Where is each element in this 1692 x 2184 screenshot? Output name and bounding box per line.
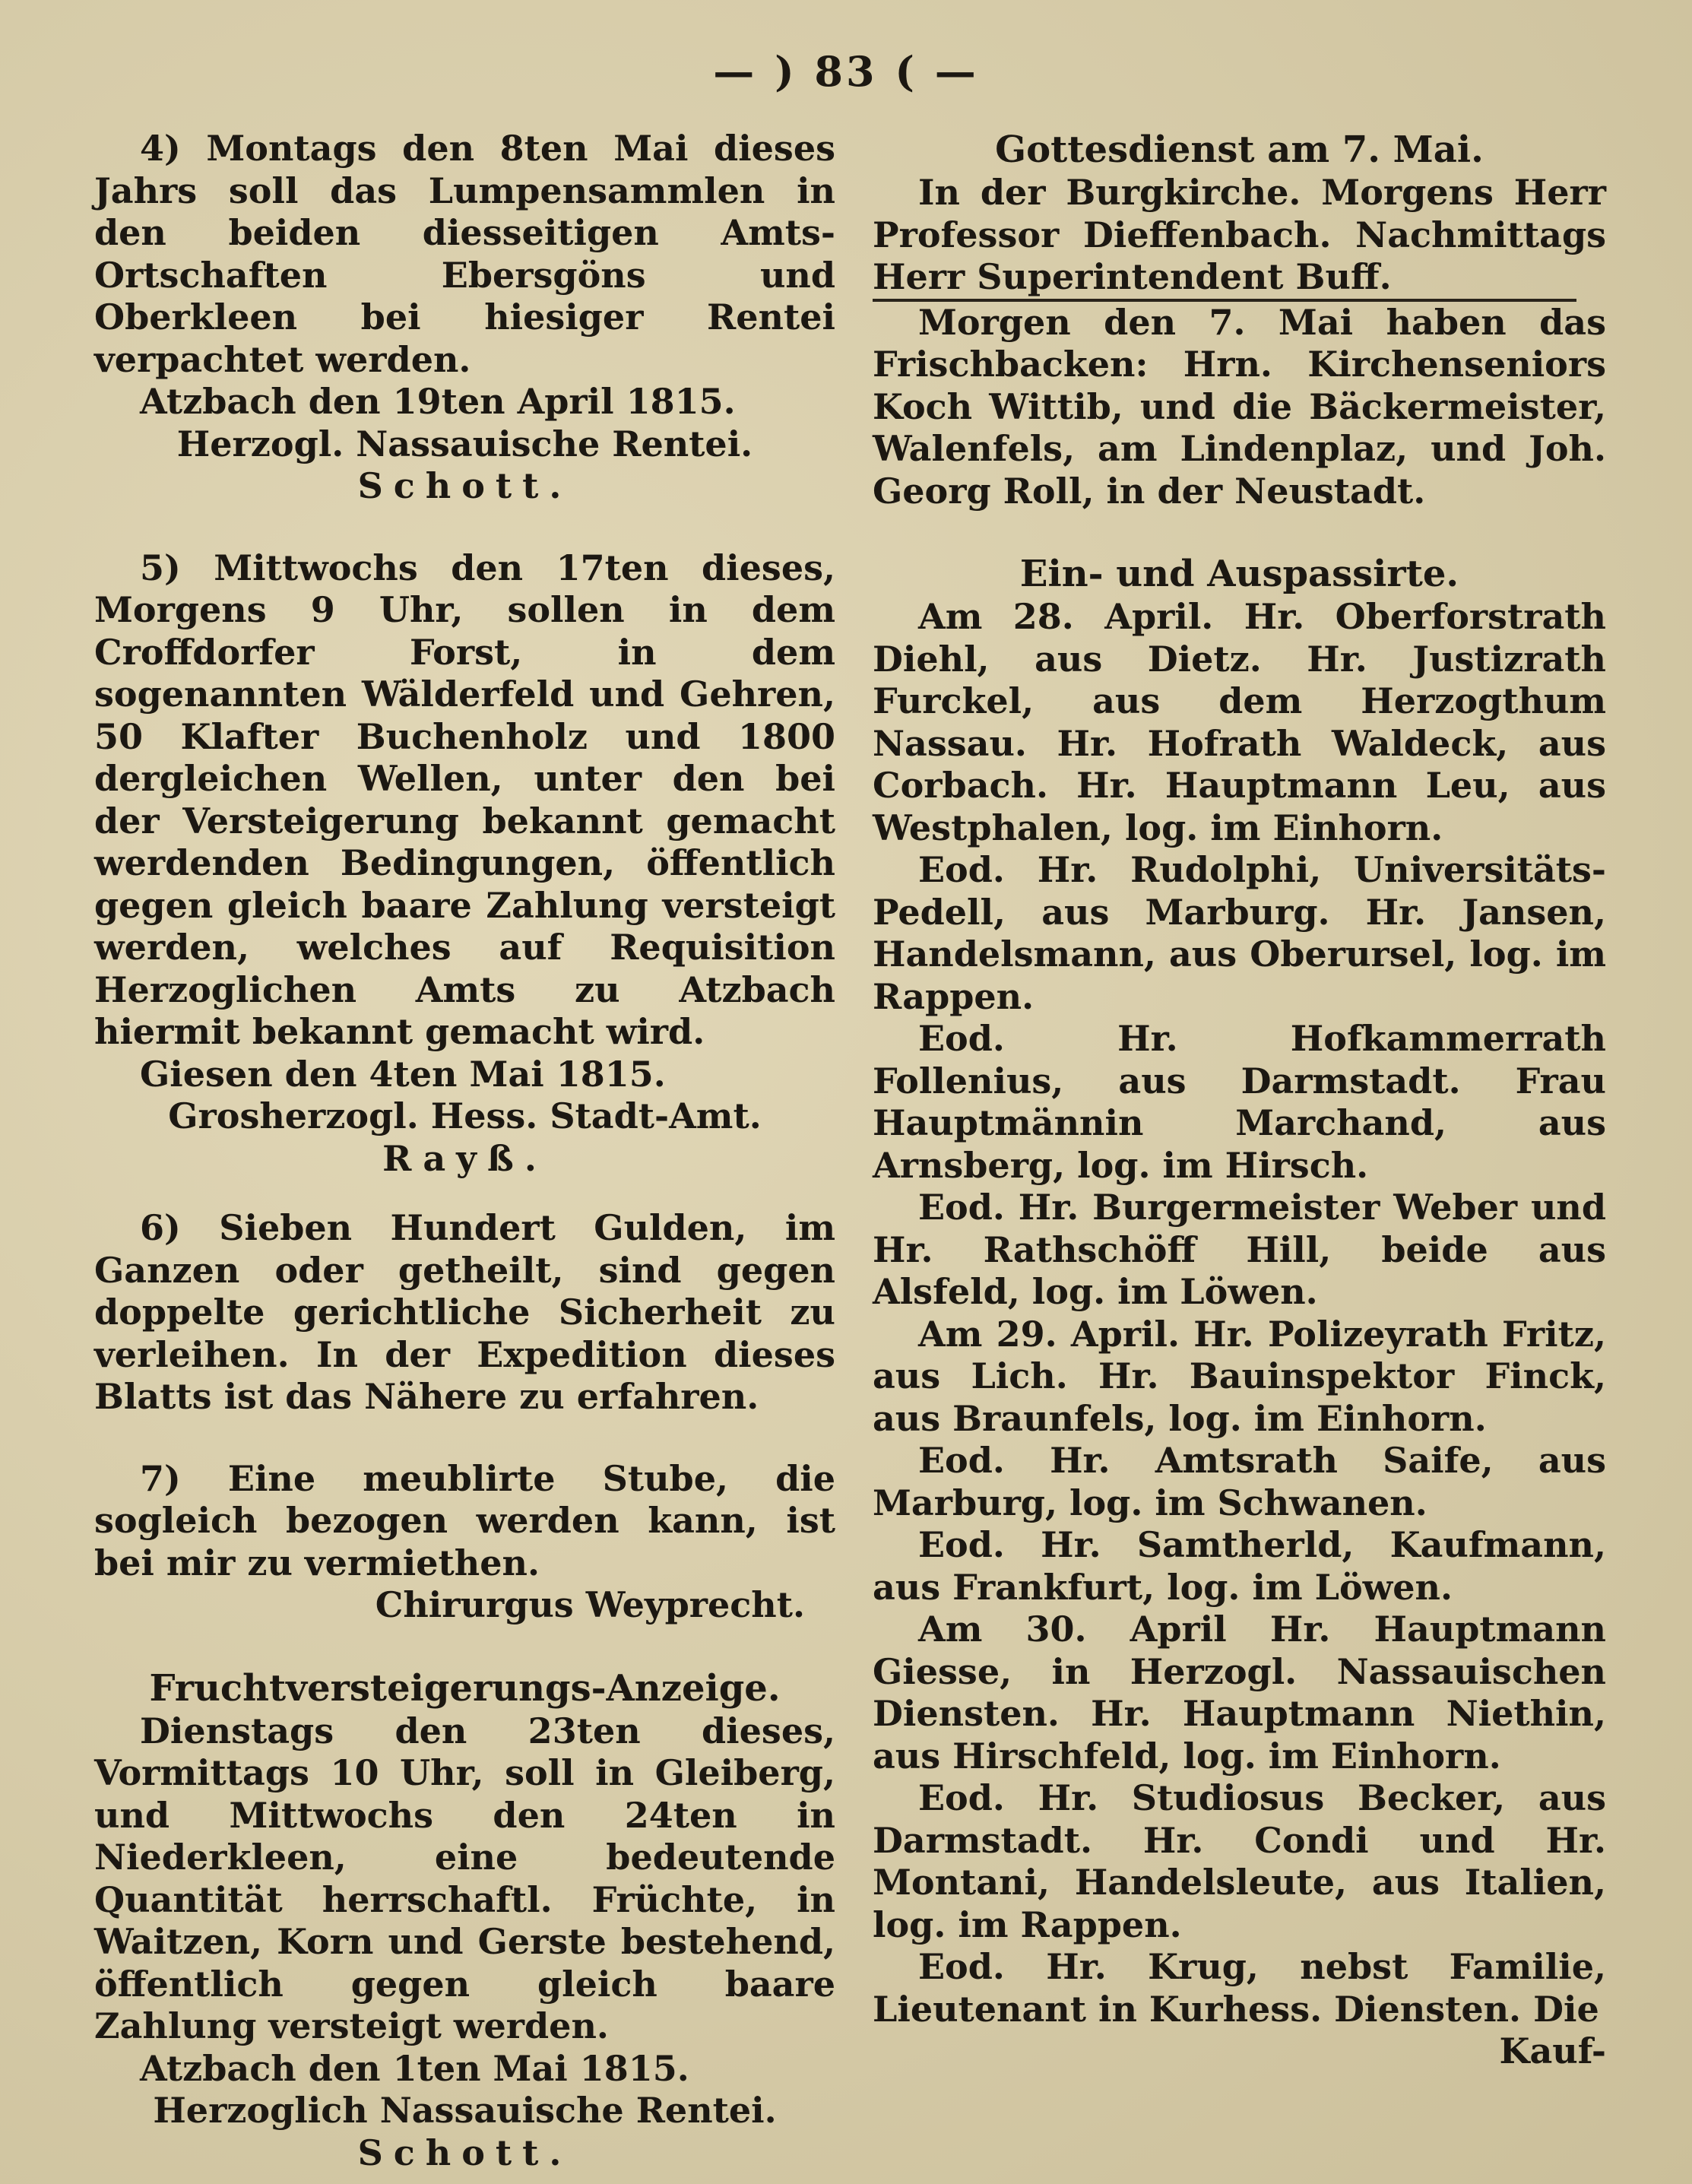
passirte-entry: Am 30. April Hr. Hauptmann Giesse, in Herzogl. Nassauischen Diensten. Hr. Hauptmann Niethin, aus Hirschfeld, log. im Einhorn. [873,1609,1606,1777]
frischbacken-text: Morgen den 7. Mai haben das Frischbacken: Hrn. Kirchenseniors Koch Wittib, und die Bäckermeister, Walenfels, am Lindenplaz, und Joh. Georg Roll, in der Neustadt. [873,301,1606,512]
passirte-entry: Eod. Hr. Rudolphi, Universitäts-Pedell, aus Marburg. Hr. Jansen, Handelsmann, aus Oberursel, log. im Rappen. [873,849,1606,1017]
frucht-date: Atzbach den 1ten Mai 1815. [140,2047,689,2089]
notice-4-signature: Schott. [357,465,572,506]
notice-4-text: 4) Montags den 8ten Mai dieses Jahrs soll das Lumpensammlen in den beiden diesseitigen Amts-Ortschaften Ebersgöns und Oberkleen bei hiesiger Rentei verpachtet werden. [94,128,835,380]
frucht-office: Herzoglich Nassauische Rentei. [153,2090,777,2131]
passirte-entry: Eod. Hr. Samtherld, Kaufmann, aus Frankfurt, log. im Löwen. [873,1524,1606,1608]
passirte-entry: Eod. Hr. Burgermeister Weber und Hr. Rathschöff Hill, beide aus Alsfeld, log. im Löwen. [873,1187,1606,1312]
notice-5-text: 5) Mittwochs den 17ten dieses, Morgens 9 Uhr, sollen in dem Croffdorfer Forst, in dem sogenannten Wälderfeld und Gehren, 50 Klafter Buchenholz und 1800 dergleichen Wellen, unter den bei der Versteigerung bekannt gemacht werdenden Bedingungen, öffentlich gegen gleich baare Zahlung versteigt werden, welches auf Requisition Herzoglichen Amts zu Atzbach hiermit bekannt gemacht wird. [94,547,835,1052]
passirte-entry: Eod. Hr. Hofkammerrath Follenius, aus Darmstadt. Frau Hauptmännin Marchand, aus Arnsberg, log. im Hirsch. [873,1018,1606,1186]
catchword: Kauf- [1499,2030,1606,2071]
frucht-signature: Schott. [357,2132,572,2173]
notice-7-signature: Chirurgus Weyprecht. [375,1584,805,1625]
notice-7-text: 7) Eine meublirte Stube, die sogleich bezogen werden kann, ist bei mir zu vermiethen. [94,1457,835,1583]
left-column [94,128,835,2174]
passirte-heading: Ein- und Auspassirte. [1019,553,1459,595]
notice-4-date: Atzbach den 19ten April 1815. [140,381,736,422]
frucht-heading: Fruchtversteigerungs-Anzeige. [149,1666,781,1710]
notice-5-date: Giesen den 4ten Mai 1815. [140,1053,666,1095]
notice-5-office: Grosherzogl. Hess. Stadt-Amt. [168,1095,762,1136]
passirte-entry: Eod. Hr. Studiosus Becker, aus Darmstadt. Hr. Condi und Hr. Montani, Handelsleute, aus Italien, log. im Rappen. [873,1777,1606,1945]
gottesdienst-text: In der Burgkirche. Morgens Herr Professor Dieffenbach. Nachmittags Herr Superintendent Buff. [873,172,1606,297]
frucht-text: Dienstags den 23ten dieses, Vormittags 10 Uhr, soll in Gleiberg, und Mittwochs den 24ten in Niederkleen, eine bedeutende Quantität herrschaftl. Früchte, in Waitzen, Korn und Gerste bestehend, öffentlich gegen gleich baare Zahlung versteigt werden. [94,1710,835,2046]
gottesdienst-heading: Gottesdienst am 7. Mai. [995,128,1484,171]
passirte-entry: Eod. Hr. Amtsrath Saife, aus Marburg, log. im Schwanen. [873,1440,1606,1523]
notice-6-text: 6) Sieben Hundert Gulden, im Ganzen oder getheilt, sind gegen doppelte gerichtliche Sicherheit zu verleihen. In der Expedition dieses Blatts ist das Nähere zu erfahren. [94,1207,835,1417]
right-column [873,128,1606,2073]
notice-5-signature: Rayß. [382,1137,547,1179]
page-number: — ) 83 ( — [713,47,979,96]
passirte-entry: Eod. Hr. Krug, nebst Familie, Lieutenant in Kurhess. Diensten. Die [873,1946,1606,2030]
passirte-entry: Am 29. April. Hr. Polizeyrath Fritz, aus Lich. Hr. Bauinspektor Finck, aus Braunfels, log. im Einhorn. [873,1313,1606,1439]
passirte-entry: Am 28. April. Hr. Oberforstrath Diehl, aus Dietz. Hr. Justizrath Furckel, aus dem Herzogthum Nassau. Hr. Hofrath Waldeck, aus Corbach. Hr. Hauptmann Leu, aus Westphalen, log. im Einhorn. [873,596,1606,848]
notice-4-office: Herzogl. Nassauische Rentei. [176,423,753,464]
